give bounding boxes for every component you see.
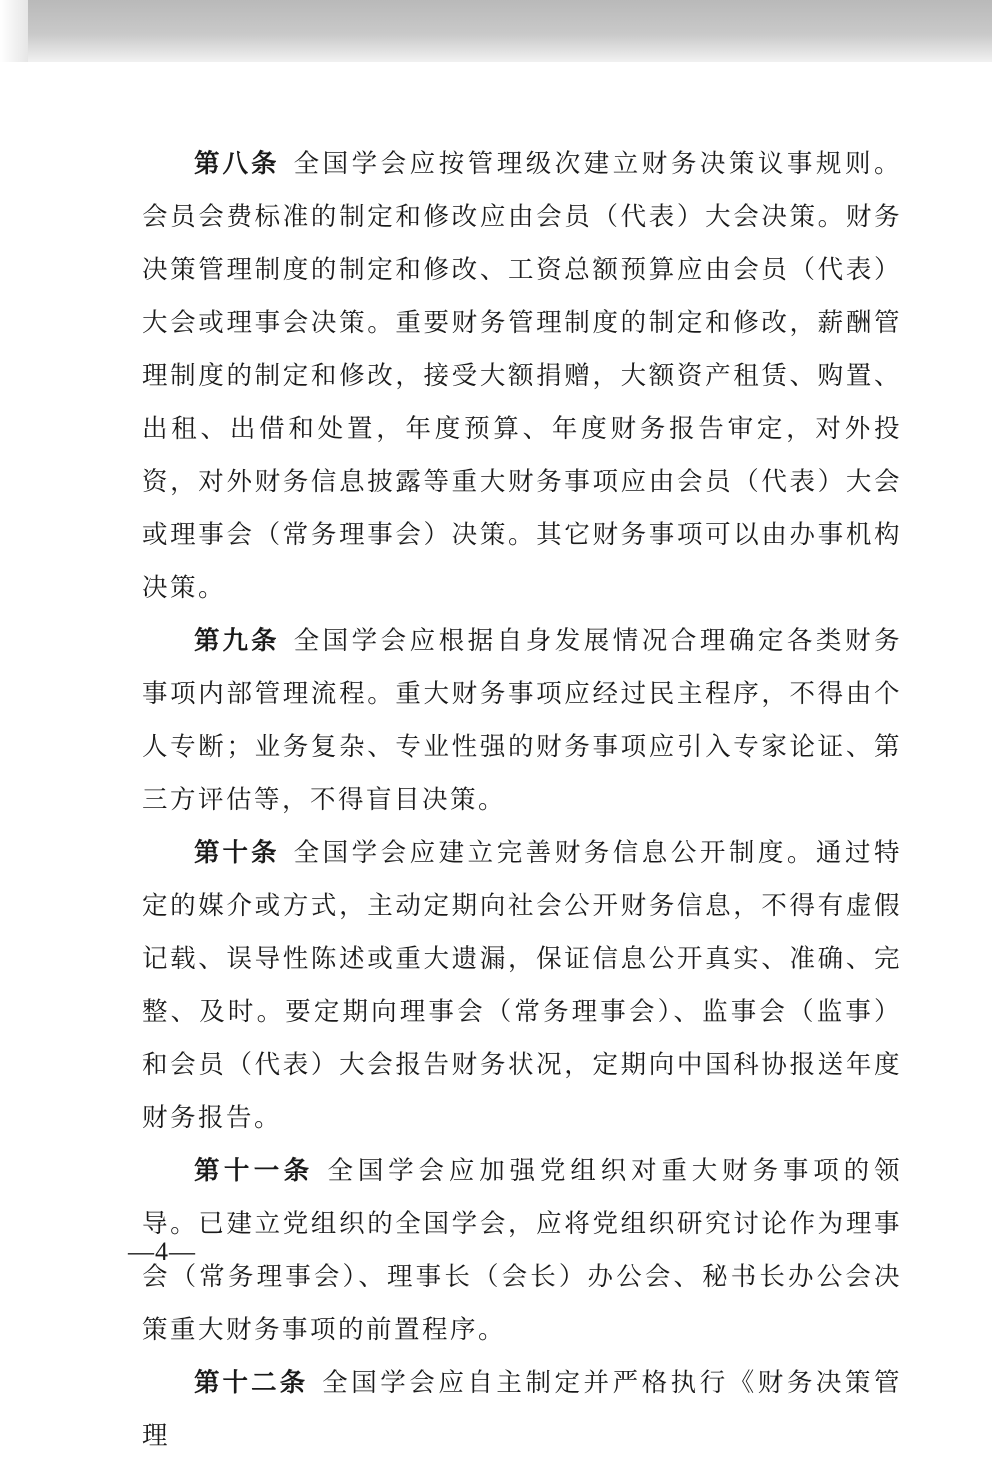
article-text: 全国学会应自主制定并严格执行《财务决策管理 [142,1368,902,1451]
scan-shadow-top [28,0,992,62]
article-text: 全国学会应建立完善财务信息公开制度。通过特定的媒介或方式，主动定期向社会公开财务信息，不得有虚假记载、误导性陈述或重大遗漏，保证信息公开真实、准确、完整、及时。要定期向理事会（常务理事会）、监事会（监事）和会员（代表）大会报告财务状况，定期向中国科协报送年度财务报告。 [142,838,902,1133]
page-number: —4— [128,1237,196,1266]
article-9 [142,615,902,827]
article-11 [142,1145,902,1357]
article-12 [142,1357,902,1463]
scan-shadow-left [0,0,28,62]
article-text: 全国学会应按管理级次建立财务决策议事规则。会员会费标准的制定和修改应由会员（代表）大会决策。财务决策管理制度的制定和修改、工资总额预算应由会员（代表）大会或理事会决策。重要财务管理制度的制定和修改，薪酬管理制度的制定和修改，接受大额捐赠，大额资产租赁、购置、出租、出借和处置，年度预算、年度财务报告审定，对外投资，对外财务信息披露等重大财务事项应由会员（代表）大会或理事会（常务理事会）决策。其它财务事项可以由办事机构决策。 [142,149,902,603]
document-body [142,138,902,1463]
article-text: 全国学会应加强党组织对重大财务事项的领导。已建立党组织的全国学会，应将党组织研究讨论作为理事会（常务理事会）、理事长（会长）办公会、秘书长办公会决策重大财务事项的前置程序。 [142,1156,902,1345]
article-heading: 第八条 [194,149,280,179]
article-heading: 第十一条 [194,1156,314,1186]
article-text: 全国学会应根据自身发展情况合理确定各类财务事项内部管理流程。重大财务事项应经过民主程序，不得由个人专断；业务复杂、专业性强的财务事项应引入专家论证、第三方评估等，不得盲目决策。 [142,626,902,815]
article-8 [142,138,902,615]
article-heading: 第十条 [194,838,280,868]
article-heading: 第九条 [194,626,280,656]
article-10 [142,827,902,1145]
article-heading: 第十二条 [194,1368,309,1398]
